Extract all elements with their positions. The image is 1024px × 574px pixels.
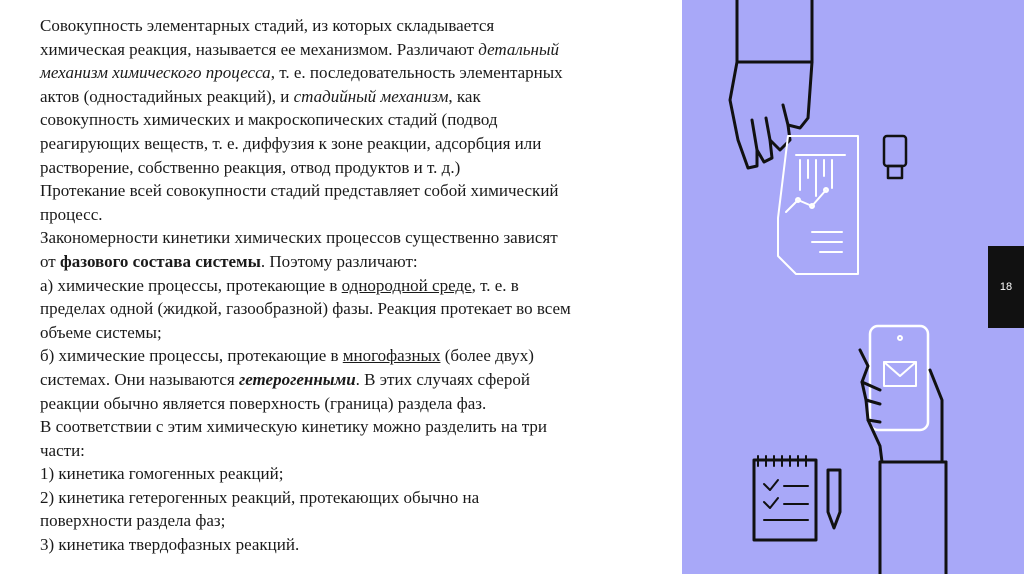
text-line (40, 297, 680, 321)
text-span: . В этих случаях сферой (355, 369, 530, 389)
text-line (40, 439, 680, 463)
text-line (40, 533, 680, 557)
text-span: гетерогенными (238, 369, 356, 389)
page-number-badge (988, 246, 1024, 328)
text-line (40, 368, 680, 392)
text-span: растворение, собственно реакция, отвод продуктов и т. д.) (40, 157, 461, 177)
text-span: однородной среде (341, 275, 472, 295)
text-line (40, 486, 680, 510)
text-span: механизм химического процесса (40, 63, 271, 83)
text-line (40, 509, 680, 533)
text-line (40, 274, 680, 298)
hand-phone-icon (860, 326, 946, 574)
text-line (40, 156, 680, 180)
document-chart-icon (778, 136, 858, 274)
page-number: 18 (999, 281, 1013, 293)
text-line (40, 203, 680, 227)
text-line (40, 321, 680, 345)
text-span: от (40, 251, 60, 271)
text-span: 1) кинетика гомогенных реакций; (40, 464, 284, 484)
text-span: , т. е. в (471, 275, 519, 295)
text-span: Совокупность элементарных стадий, из которых складывается (40, 16, 495, 35)
text-span: части: (40, 440, 85, 460)
text-line (40, 14, 680, 38)
text-span: реакции обычно является поверхность (граница) раздела фаз. (40, 393, 487, 413)
text-line (40, 415, 680, 439)
text-span: стадийный механизм (293, 86, 449, 106)
text-span: процесс. (40, 204, 103, 224)
text-span: Протекание всей совокупности стадий представляет собой химический (40, 181, 559, 201)
text-span: совокупность химических и макроскопических стадий (подвод (40, 110, 498, 130)
text-span: . Поэтому различают: (260, 251, 418, 271)
text-span: системах. Они называются (40, 369, 239, 389)
text-line (40, 108, 680, 132)
hand-icon (730, 0, 812, 168)
text-line (40, 61, 680, 85)
text-span: , как (448, 86, 481, 106)
text-span: б) химические процессы, протекающие в (40, 346, 343, 366)
text-line (40, 462, 680, 486)
notepad-icon (754, 456, 816, 540)
text-span: фазового состава системы (59, 251, 261, 271)
text-line (40, 250, 680, 274)
text-span: объеме системы; (40, 322, 162, 342)
text-line (40, 85, 680, 109)
slide-text (40, 14, 680, 557)
text-line (40, 392, 680, 416)
illustration-panel (682, 0, 1024, 574)
text-span: , т. е. последовательность элементарных (270, 63, 563, 83)
text-line (40, 132, 680, 156)
text-span: актов (одностадийных реакций), и (40, 86, 294, 106)
text-span: а) химические процессы, протекающие в (40, 275, 342, 295)
text-span: 3) кинетика твердофазных реакций. (40, 535, 300, 555)
pen-icon (828, 470, 840, 528)
text-span: пределах одной (жидкой, газообразной) фазы. Реакция протекает во всем (40, 299, 571, 319)
text-span: реагирующих веществ, т. е. диффузия к зоне реакции, адсорбция или (40, 133, 542, 153)
text-span: В соответствии с этим химическую кинетику можно разделить на три (40, 417, 548, 437)
text-span: детальный (478, 39, 559, 59)
text-line (40, 226, 680, 250)
text-span: химическая реакция, называется ее механизмом. Различают (40, 39, 479, 59)
text-line (40, 344, 680, 368)
text-line (40, 38, 680, 62)
text-span: поверхности раздела фаз; (40, 511, 226, 531)
usb-drive-icon (884, 136, 906, 178)
text-span: многофазных (342, 346, 441, 366)
text-span: (более двух) (440, 346, 534, 366)
text-span: Закономерности кинетики химических процессов существенно зависят (40, 228, 558, 248)
text-line (40, 179, 680, 203)
text-span: 2) кинетика гетерогенных реакций, протекающих обычно на (40, 487, 480, 507)
